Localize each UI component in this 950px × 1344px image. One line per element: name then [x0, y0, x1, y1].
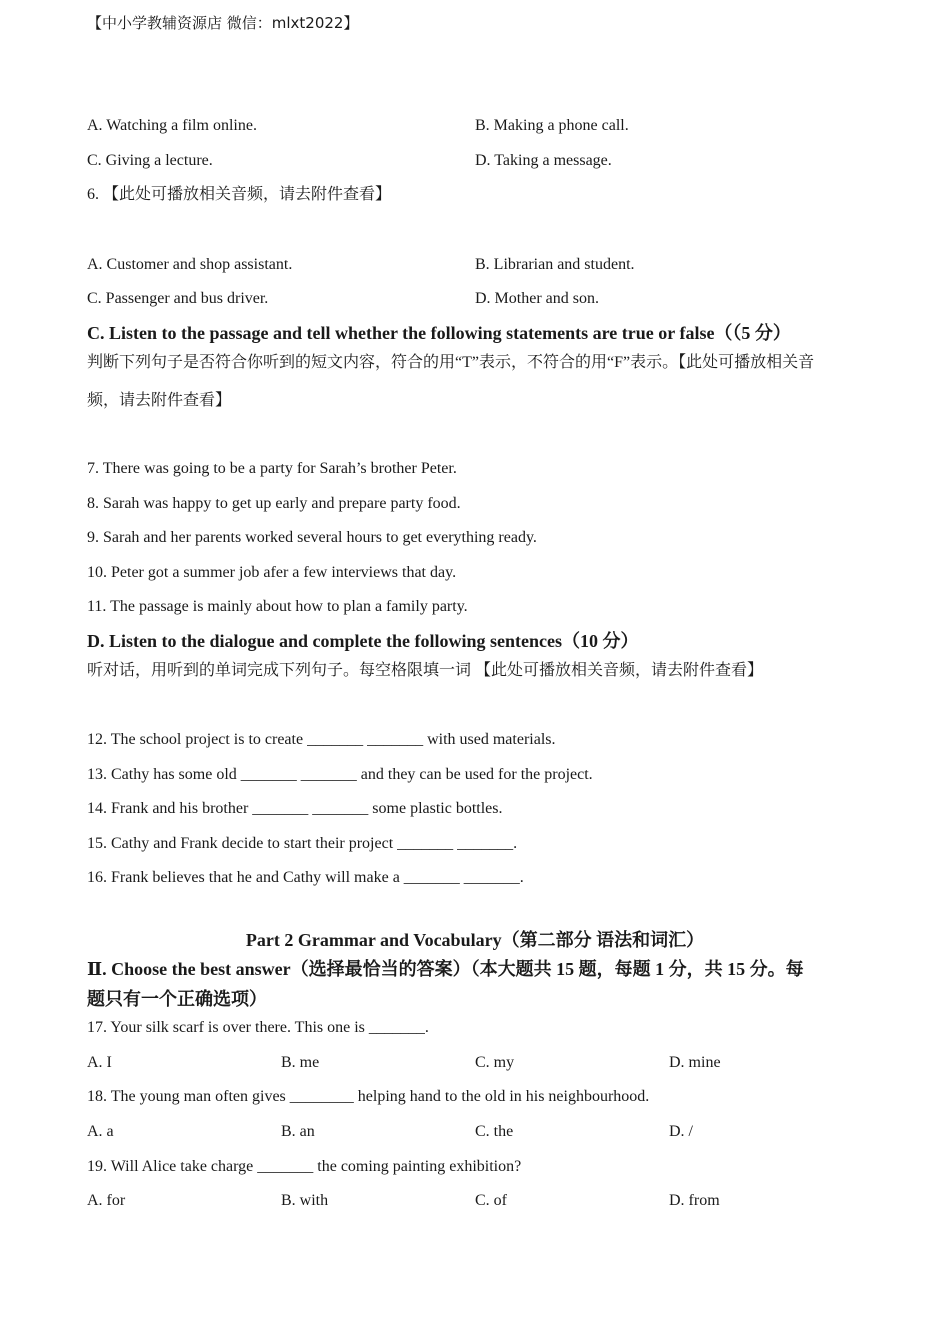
section-d-title: D. Listen to the dialogue and complete the following sentences（10 分）: [87, 631, 639, 651]
q17-option-b: B. me: [281, 1054, 320, 1071]
q17-option-c: C. my: [475, 1054, 515, 1071]
section-ii-title-2: 题只有一个正确选项）: [87, 989, 267, 1009]
q6-option-d: D. Mother and son.: [475, 290, 599, 307]
q5-option-c: C. Giving a lecture.: [87, 152, 213, 169]
statement-11: 11. The passage is mainly about how to plan a family party.: [87, 598, 468, 615]
q19-option-c: C. of: [475, 1192, 507, 1209]
q6-option-a: A. Customer and shop assistant.: [87, 256, 293, 273]
page-header: 【中小学教辅资源店 微信：mlxt2022】: [87, 14, 359, 32]
section-c-title: C. Listen to the passage and tell whether the following statements are true or false（（5 分）: [87, 323, 791, 343]
statement-10: 10. Peter got a summer job afer a few interviews that day.: [87, 564, 457, 581]
sentence-12: 12. The school project is to create _______ _______ with used materials.: [87, 731, 556, 748]
q17-option-a: A. I: [87, 1054, 112, 1071]
section-d-instructions: 听对话，用听到的单词完成下列句子。每空格限填一词 【此处可播放相关音频，请去附件查看】: [87, 662, 764, 679]
q17-option-d: D. mine: [669, 1054, 721, 1071]
statement-9: 9. Sarah and her parents worked several hours to get everything ready.: [87, 529, 537, 546]
question-19: 19. Will Alice take charge _______ the coming painting exhibition?: [87, 1158, 522, 1175]
q19-option-b: B. with: [281, 1192, 329, 1209]
sentence-14: 14. Frank and his brother _______ _______ some plastic bottles.: [87, 800, 503, 817]
q18-option-b: B. an: [281, 1123, 315, 1140]
q18-option-a: A. a: [87, 1123, 114, 1140]
sentence-16: 16. Frank believes that he and Cathy will make a _______ _______.: [87, 869, 524, 886]
q18-option-c: C. the: [475, 1123, 514, 1140]
part2-title: Part 2 Grammar and Vocabulary（第二部分 语法和词汇）: [245, 930, 705, 950]
q6-option-b: B. Librarian and student.: [475, 256, 635, 273]
sentence-15: 15. Cathy and Frank decide to start their project _______ _______.: [87, 835, 518, 852]
q5-option-b: B. Making a phone call.: [475, 117, 629, 134]
question-17: 17. Your silk scarf is over there. This one is _______.: [87, 1019, 429, 1036]
q5-option-a: A. Watching a film online.: [87, 117, 257, 134]
section-c-instructions-1: 判断下列句子是否符合你听到的短文内容，符合的用“T”表示，不符合的用“F”表示。【此处可播放相关音: [87, 354, 815, 371]
statement-8: 8. Sarah was happy to get up early and prepare party food.: [87, 495, 461, 512]
q6-text: 6. 【此处可播放相关音频，请去附件查看】: [87, 186, 392, 203]
q18-option-d: D. /: [669, 1123, 693, 1140]
question-18: 18. The young man often gives ________ helping hand to the old in his neighbourhood.: [87, 1088, 650, 1105]
q6-option-c: C. Passenger and bus driver.: [87, 290, 269, 307]
section-ii-title-1: Ⅱ. Choose the best answer（选择最恰当的答案）（本大题共 15 题，每题 1 分，共 15 分。每: [87, 959, 804, 979]
q19-option-a: A. for: [87, 1192, 126, 1209]
q19-option-d: D. from: [669, 1192, 720, 1209]
sentence-13: 13. Cathy has some old _______ _______ and they can be used for the project.: [87, 766, 593, 783]
q5-option-d: D. Taking a message.: [475, 152, 612, 169]
statement-7: 7. There was going to be a party for Sarah’s brother Peter.: [87, 460, 457, 477]
section-c-instructions-2: 频，请去附件查看】: [87, 392, 232, 409]
